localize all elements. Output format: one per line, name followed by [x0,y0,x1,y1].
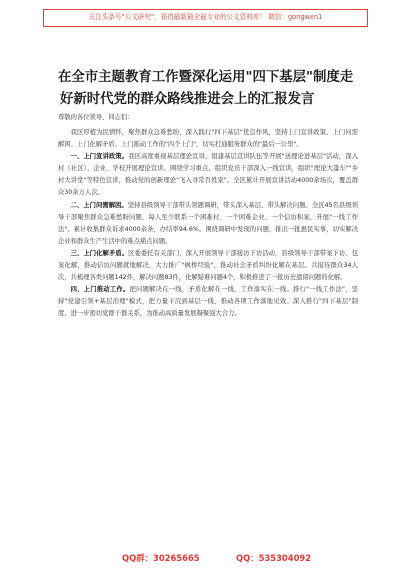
title-line-1: 在全市主题教育工作暨深化运用"四下基层"制度走 [58,70,354,85]
section-paragraph [58,284,358,320]
footer-qq-number: QQ：535304092 [236,553,312,563]
title-line-2: 好新时代党的群众路线推进会上的汇报发言 [60,92,315,107]
intro-paragraph: 我区厚植为民情怀，聚焦群众急难愁盼，深入践行"四下基层"优良作风，坚持上门宣讲政策、上门问需解困、上门化解矛盾、上门推动工作的"四个上门"，切实打通服务群众的"最后一公里"。 [58,129,358,149]
document-body [58,127,358,321]
section-heading: 一、上门宣讲政策。 [70,153,129,161]
document-title [58,67,358,111]
section-heading: 三、上门化解矛盾。 [70,249,129,257]
footer-qq-group: QQ群：30265665 [122,553,200,563]
section-text: 坚持县级领导干部带头领题调研，带头深入基层、带头解决问题。全区45名县级领导干部聚焦群众急难愁盼问题，每人至少联系一个困难村、一个困难企业、一个信访积案，开展"一线工作法"。累计收集群众诉求4000余条，办结率94.6%。围绕调研中发现的问题，推出一批惠民实事，切实解决企业和群众生产生活中的难点痛点问题。 [58,201,359,245]
section-paragraph [58,151,358,199]
section-text: 区委委托有关部门，深入开展领导干部接访下访活动，县级领导干部带案下访、包案化解，推动信访问题就地解决，大力推广"枫桥经验"，推动社会矛盾纠纷化解在基层。共接待群众34人次，共梳理各类问题142件，解决问题83件，化解疑难问题4个，积极推进了一批历史遗留问题的化解。 [58,249,359,282]
section-text: 我区高度重视基层理论宣讲，组建基层宣讲队伍等开展"送理论进基层"活动，深入村（社区）、企业、学校开展理论宣讲。围绕学习重点，组织党员干部深入一线宣讲，组织"理论大篷车""乡村大讲堂"等特色宣讲，推动党的创新理论"飞入寻常百姓家"。全区累计开展宣讲活动4000余场次，覆盖群众30余万人次。 [58,153,359,197]
section-paragraph [58,200,358,248]
section-heading: 二、上门问需解困。 [70,201,128,209]
promo-banner: 关注头条号"公文研究"，获得最新最全最专业的公文资料库！ 微信：gongwen1 [43,9,368,27]
footer [0,550,408,566]
section-paragraph [58,248,358,284]
section-heading: 四、上门推动工作。 [70,286,130,294]
salutation: 尊敬的各位领导、同志们： [58,114,134,121]
section-text: 把问题解决在一线，矛盾化解在一线，工作落实在一线。推行"一线工作法"，坚持"党建引领+基层治理"模式，把力量下沉到基层一线，推动各项工作落地见效。深入推行"四下基层"制度，进一步密切党群干群关系，为推动高质量发展凝聚强大合力。 [58,286,358,318]
